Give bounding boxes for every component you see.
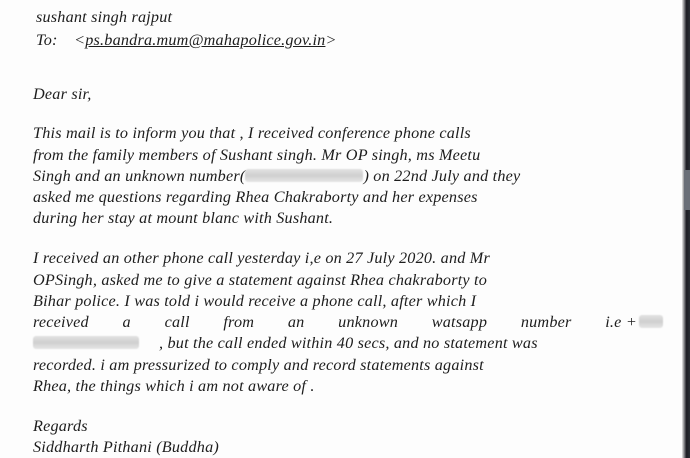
line-4-word-ie: i.e [605,313,622,331]
signature: Siddharth Pithani (Buddha) [33,438,219,456]
line-4-word: watsapp [431,313,488,331]
redacted-whatsapp-number-start [639,315,663,328]
paragraph-1-line-4: asked me questions regarding Rhea Chakraborty and her expenses [33,188,478,206]
closing-regards: Regards [33,417,88,435]
line-4-word: a [122,313,131,331]
paragraph-2-line-5 [33,334,538,352]
line-4-word: an [287,313,305,331]
recipient-email-link[interactable]: ps.bandra.mum@mahapolice.gov.in [85,31,326,49]
paragraph-1-line-5: during her stay at mount blanc with Sushant. [33,209,334,227]
paragraph-2-line-3: Bihar police. I was told i would receive a phone call, after which I [33,292,477,310]
recipient-line [36,31,337,49]
paragraph-1-line-3-end: ) on 22nd July and they [363,167,521,185]
recipient-close-bracket: > [325,31,337,49]
redacted-phone-number [245,169,363,182]
photo-edge-highlight [684,170,690,210]
sender-name: sushant singh rajput [36,8,173,26]
recipient-open-bracket: < [74,31,86,49]
line-4-word: received [33,313,89,331]
salutation: Dear sir, [33,85,92,103]
line-4-plus: + [625,313,637,331]
paragraph-2-line-2: OPSingh, asked me to give a statement against Rhea chakraborty to [33,271,488,289]
line-4-word [605,313,663,331]
paragraph-1-line-2: from the family members of Sushant singh. Mr OP singh, ms Meetu [33,146,481,164]
paragraph-2-line-7: Rhea, the things which i am not aware of . [33,377,315,395]
line-4-word: number [520,313,572,331]
line-4-word: from [223,313,255,331]
line-4-word: unknown [338,313,399,331]
paragraph-2-line-5-text: , but the call ended within 40 secs, and no statement was [159,334,538,352]
paragraph-2-line-1: I received an other phone call yesterday i,e on 27 July 2020. and Mr [33,249,490,267]
paragraph-1-line-3 [33,167,520,185]
photo-edge [682,0,690,458]
redacted-whatsapp-number-end [33,336,139,349]
to-label: To: [36,31,58,49]
paragraph-2-line-4 [33,313,663,331]
paragraph-2-line-6: recorded. i am pressurized to comply and record statements against [33,356,484,374]
line-4-word: call [164,313,190,331]
paragraph-1-line-3-start: Singh and an unknown number( [33,167,246,185]
paragraph-1-line-1: This mail is to inform you that , I received conference phone calls [33,124,471,142]
